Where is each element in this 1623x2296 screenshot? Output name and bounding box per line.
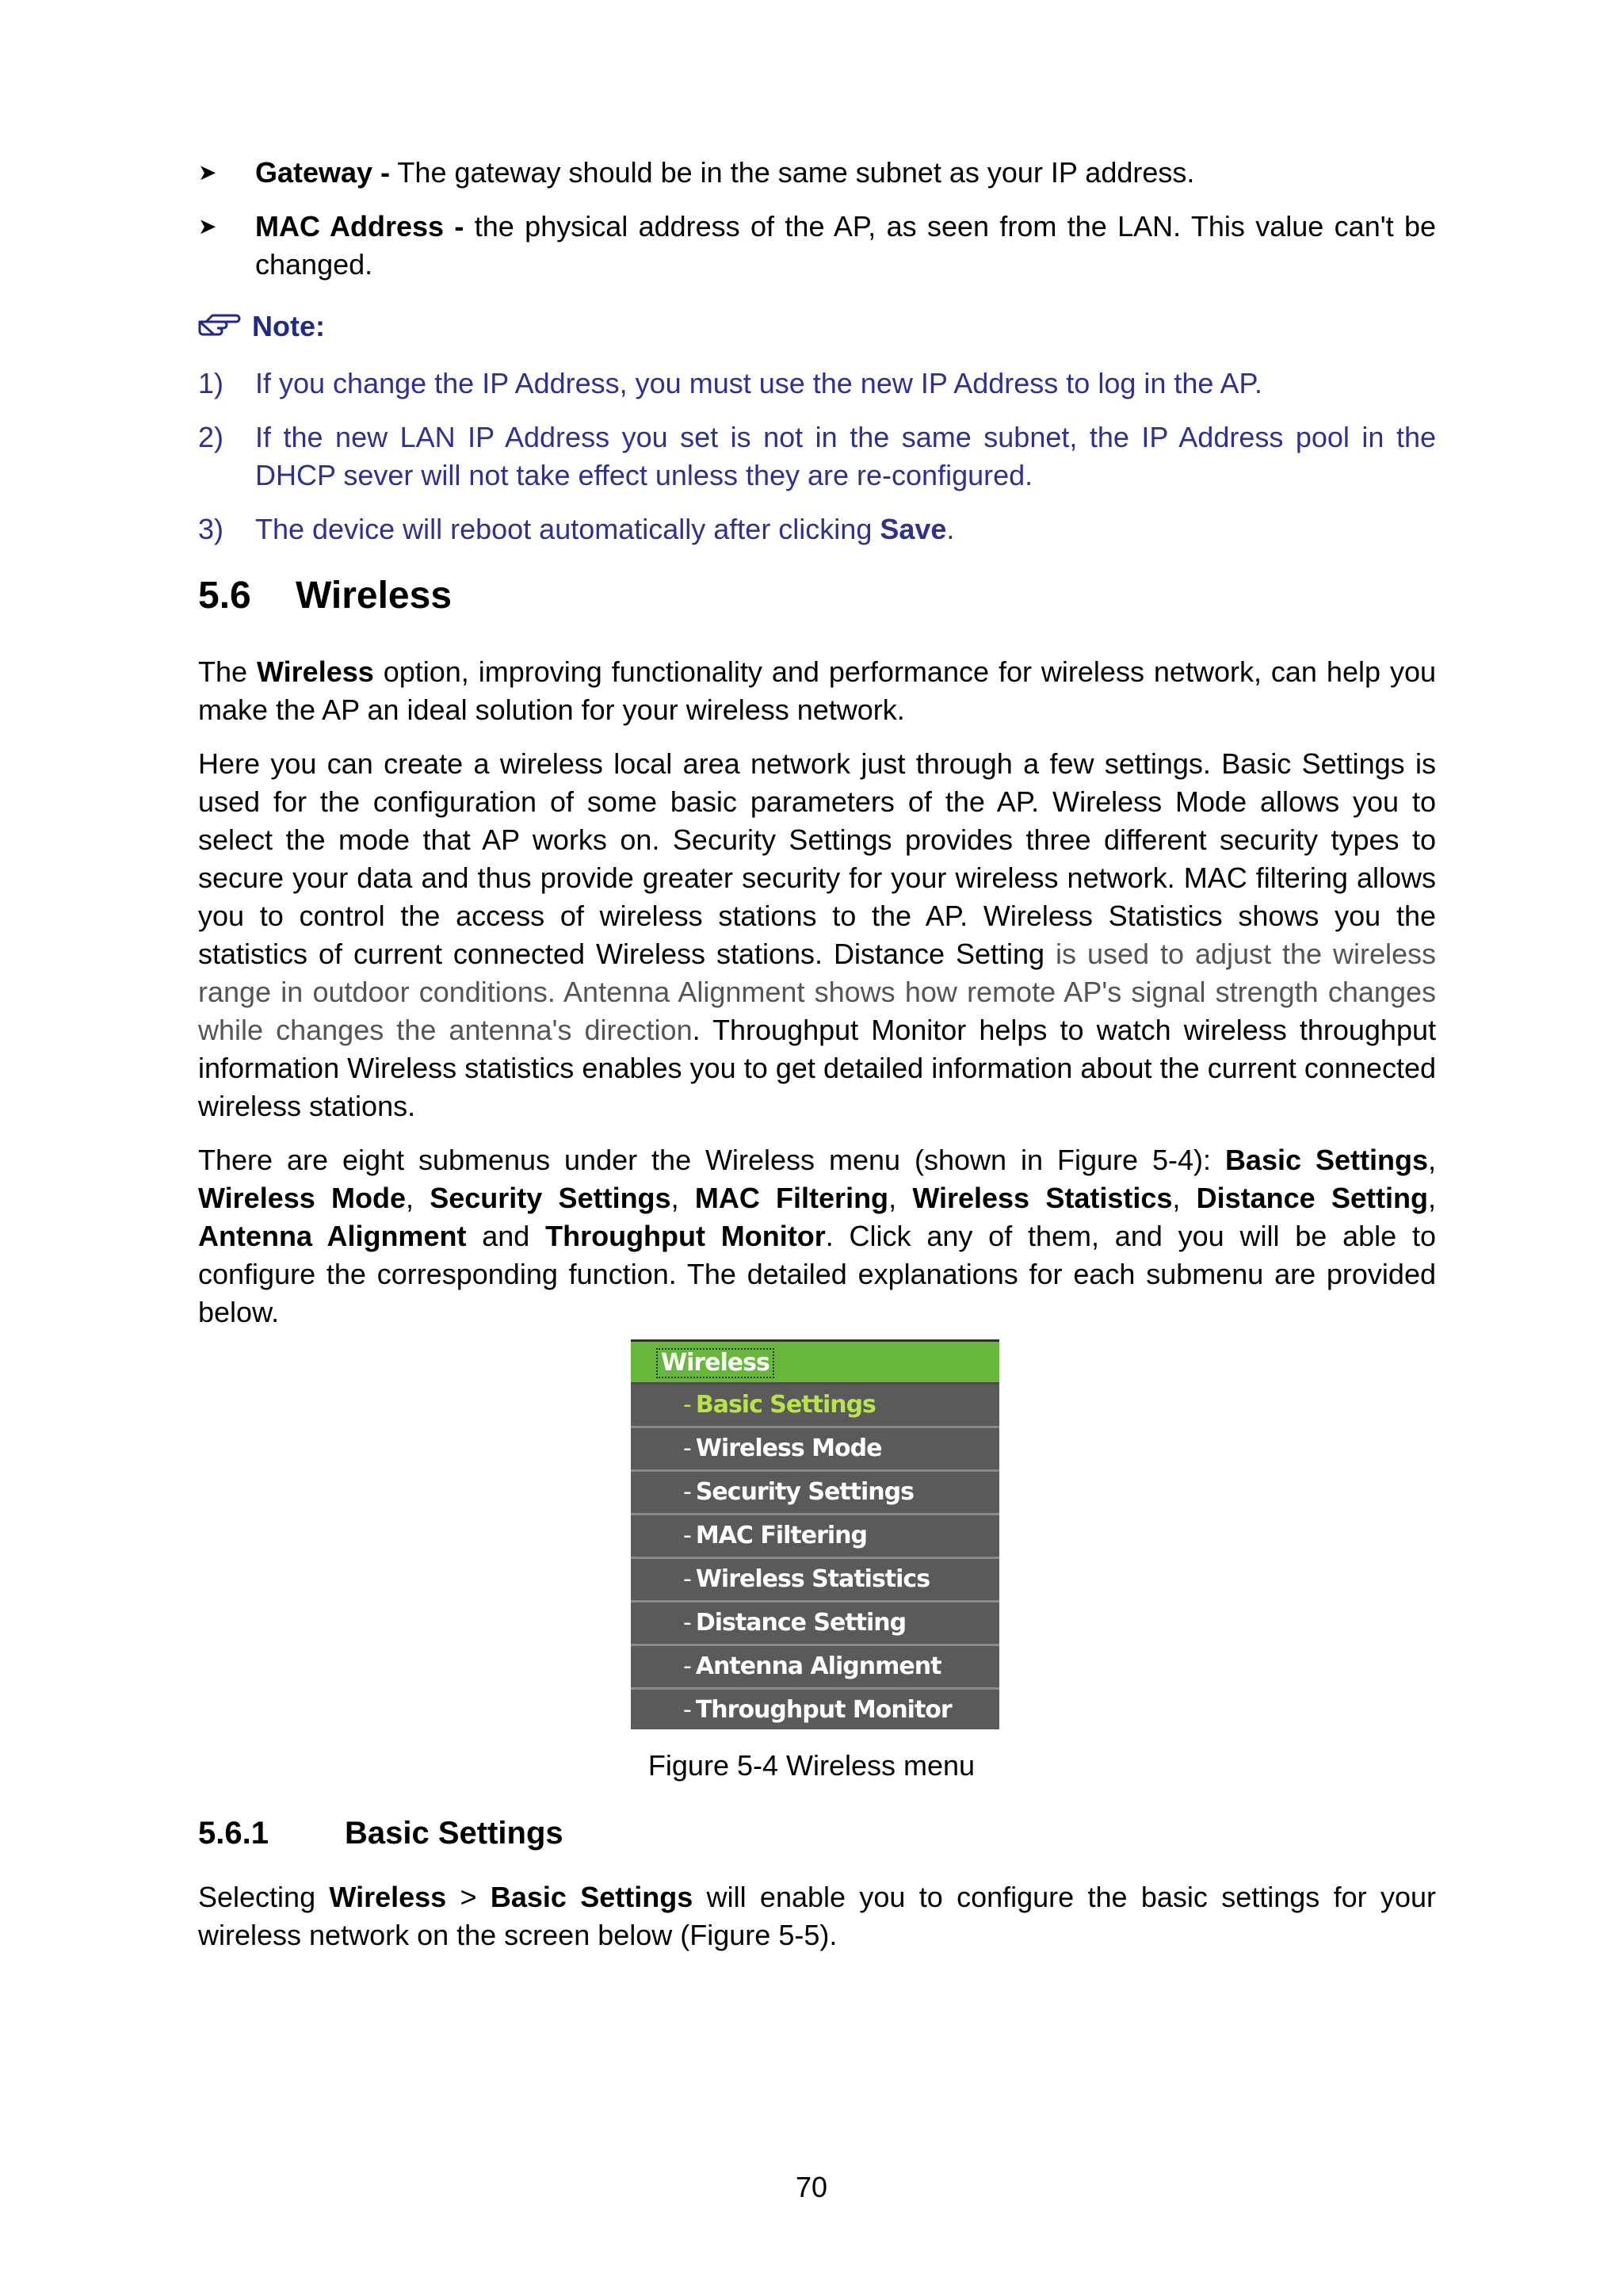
text: There are eight submenus under the Wireless menu (shown in Figure 5-4): xyxy=(198,1144,1225,1176)
note-item-2 xyxy=(198,418,1436,495)
text: , xyxy=(1172,1182,1197,1214)
text: , xyxy=(406,1182,430,1214)
menu-item-antenna-alignment[interactable] xyxy=(631,1646,999,1690)
menu-item-label: Security Settings xyxy=(695,1478,914,1506)
paragraph-overview xyxy=(198,745,1436,1125)
text: and xyxy=(466,1220,546,1252)
note-item-number: 3) xyxy=(198,513,224,545)
section-heading xyxy=(198,572,452,620)
menu-dash: - xyxy=(683,1652,691,1680)
bullet-gateway xyxy=(198,154,1436,192)
bullet-term: Gateway - xyxy=(255,156,391,189)
bold-text: Antenna Alignment xyxy=(198,1220,467,1252)
note-item-1 xyxy=(198,365,1436,403)
paragraph-intro xyxy=(198,653,1436,729)
section-number: 5.6 xyxy=(198,575,251,617)
subsection-title: Basic Settings xyxy=(345,1816,563,1851)
section-title: Wireless xyxy=(296,575,453,617)
menu-dash: - xyxy=(683,1478,691,1506)
bold-text: Wireless xyxy=(329,1881,447,1913)
menu-item-label: Basic Settings xyxy=(695,1391,876,1419)
grey-text: is used to adjust the wireless range in outdoor conditions. Antenna Alignment shows how remote AP's signal strength changes while changes the antenna's direction xyxy=(198,938,1437,1046)
menu-item-label: Wireless Statistics xyxy=(695,1565,930,1593)
menu-item-mac-filtering[interactable] xyxy=(631,1515,999,1559)
paragraph-submenus xyxy=(198,1141,1436,1331)
menu-item-wireless-statistics[interactable] xyxy=(631,1559,999,1603)
bold-text: Wireless xyxy=(257,655,374,688)
arrow-bullet-icon: ➤ xyxy=(198,214,217,239)
menu-item-throughput-monitor[interactable] xyxy=(631,1690,999,1733)
bold-text: Security Settings xyxy=(430,1182,671,1214)
text: . Click any of them, and you will be able to configure the corresponding function. The detailed explanations for each submenu are provided below. xyxy=(198,1220,1436,1328)
paragraph-basic-settings xyxy=(198,1878,1436,1954)
text: , xyxy=(888,1182,913,1214)
menu-item-label: Antenna Alignment xyxy=(695,1652,941,1680)
bullet-term: MAC Address - xyxy=(255,210,464,243)
note-item-text: If the new LAN IP Address you set is not in the same subnet, the IP Address pool in the DHCP sever will not take effect unless they are re-configured. xyxy=(255,421,1436,491)
bullet-text: The gateway should be in the same subnet as your IP address. xyxy=(390,156,1195,189)
menu-item-label: Throughput Monitor xyxy=(695,1696,952,1724)
note-label: Note: xyxy=(252,310,325,342)
bold-text: Wireless Statistics xyxy=(912,1182,1173,1214)
bold-text: Wireless Mode xyxy=(198,1182,406,1214)
menu-item-basic-settings[interactable] xyxy=(631,1385,999,1428)
menu-dash: - xyxy=(683,1565,691,1593)
menu-header-wireless[interactable] xyxy=(631,1342,999,1385)
note-item-number: 1) xyxy=(198,367,224,399)
subsection-heading xyxy=(198,1812,563,1855)
menu-item-label: Distance Setting xyxy=(695,1609,907,1637)
bold-text: MAC Filtering xyxy=(694,1182,889,1214)
bold-text: Basic Settings xyxy=(490,1881,693,1913)
menu-dash: - xyxy=(683,1609,691,1637)
menu-dash: - xyxy=(683,1522,691,1549)
menu-header-label: Wireless xyxy=(656,1348,774,1378)
menu-item-distance-setting[interactable] xyxy=(631,1603,999,1646)
note-item-text: The device will reboot automatically after clicking xyxy=(255,513,880,545)
menu-item-security-settings[interactable] xyxy=(631,1472,999,1515)
note-item-text: If you change the IP Address, you must use the new IP Address to log in the AP. xyxy=(255,367,1262,399)
text: option, improving functionality and performance for wireless network, can help you make the AP an ideal solution for your wireless network. xyxy=(198,655,1436,726)
bullet-mac-address xyxy=(198,208,1436,284)
text: The xyxy=(198,655,257,688)
text: . Throughput Monitor helps to watch wireless throughput information Wireless statistics enables you to get detailed information about the current connected wireless stations. xyxy=(198,1014,1436,1122)
text: will enable you to configure the basic settings for your wireless network on the screen below (Figure 5-5). xyxy=(198,1881,1436,1951)
figure-caption: Figure 5-4 Wireless menu xyxy=(647,1749,976,1782)
subsection-number: 5.6.1 xyxy=(198,1816,269,1851)
text: Here you can create a wireless local area network just through a few settings. Basic Settings is used for the configuration of some basic parameters of the AP. Wireless Mode allows you to select the mode that AP works on. Security Settings provides three different security types to secure your data and thus provide greater security for your wireless network. MAC filtering allows you to control the access of wireless stations to the AP. Wireless Statistics shows you the statistics of current connected Wireless stations. Distance Setting xyxy=(198,747,1436,970)
text: , xyxy=(670,1182,695,1214)
note-heading xyxy=(198,308,325,347)
text: , xyxy=(1427,1144,1436,1176)
text: , xyxy=(1427,1182,1436,1214)
note-item-3 xyxy=(198,510,1436,548)
bullet-text: the physical address of the AP, as seen from the LAN. This value can't be changed. xyxy=(255,210,1436,281)
arrow-bullet-icon: ➤ xyxy=(198,160,217,185)
bold-text: Distance Setting xyxy=(1196,1182,1428,1214)
menu-dash: - xyxy=(683,1391,691,1419)
note-item-number: 2) xyxy=(198,421,224,453)
bold-text: Throughput Monitor xyxy=(545,1220,826,1252)
menu-item-label: Wireless Mode xyxy=(695,1435,882,1462)
pointing-hand-icon xyxy=(198,309,241,347)
text: Selecting xyxy=(198,1881,330,1913)
page-number: 70 xyxy=(795,2171,828,2203)
menu-dash: - xyxy=(683,1696,691,1724)
bold-text: Basic Settings xyxy=(1224,1144,1428,1176)
note-item-text-end: . xyxy=(946,513,955,545)
note-item-bold: Save xyxy=(880,513,947,545)
menu-item-wireless-mode[interactable] xyxy=(631,1428,999,1472)
menu-dash: - xyxy=(683,1435,691,1462)
wireless-menu-figure xyxy=(631,1339,999,1729)
text: > xyxy=(446,1881,491,1913)
menu-item-label: MAC Filtering xyxy=(695,1522,868,1549)
